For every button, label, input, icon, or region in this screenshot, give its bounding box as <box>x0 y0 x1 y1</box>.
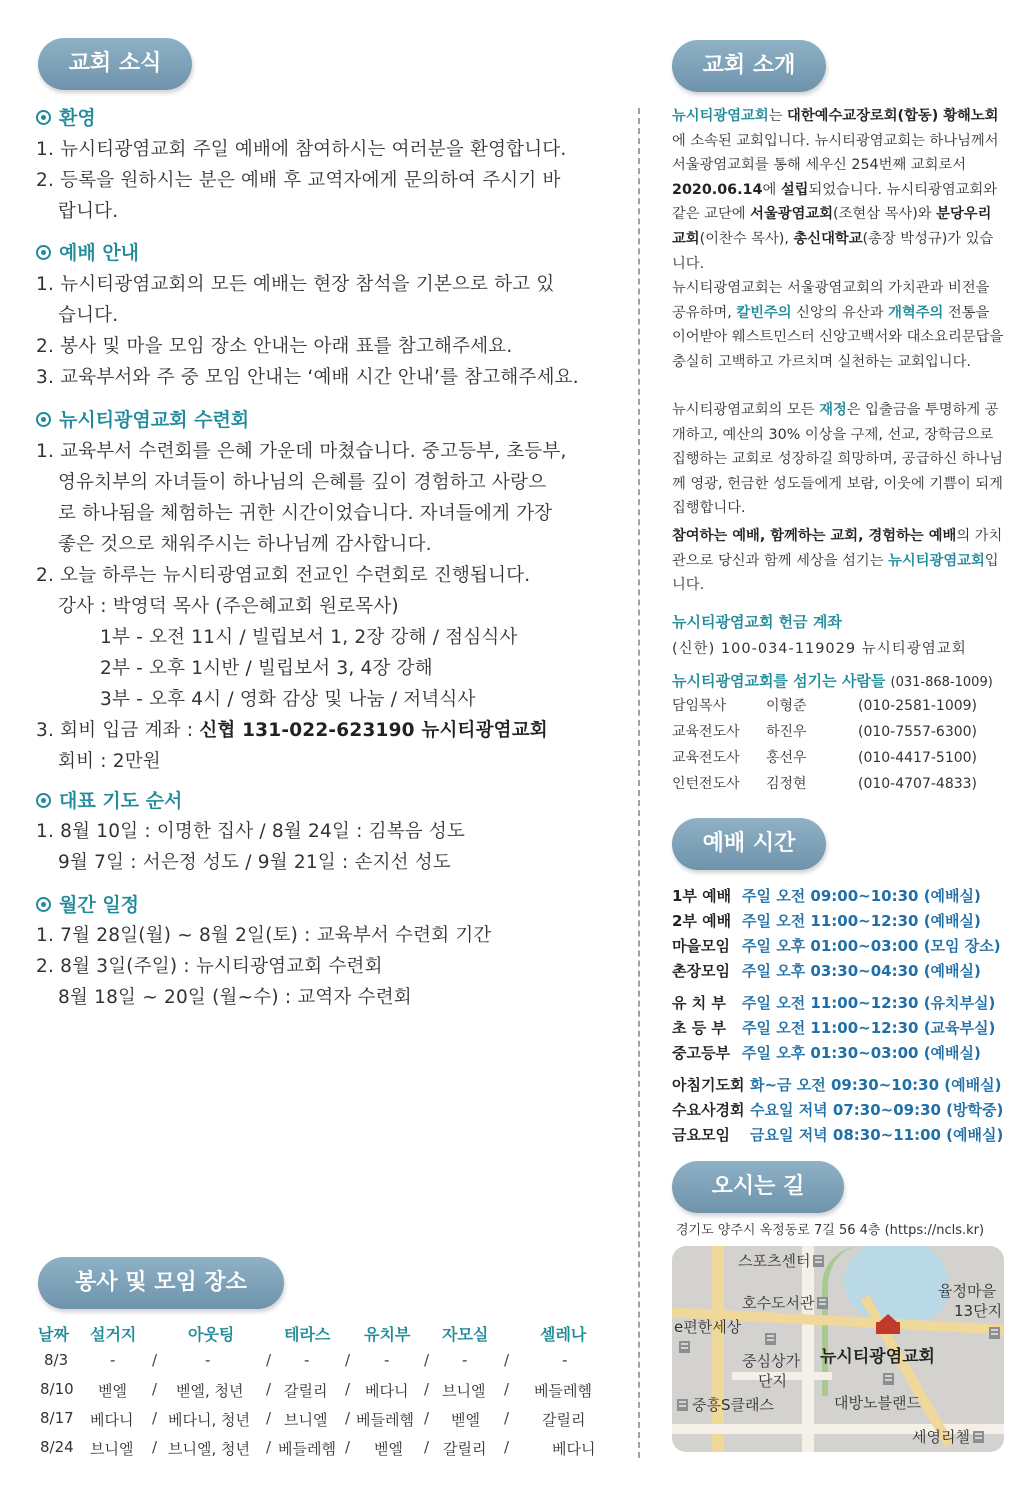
intro-paragraph-3 <box>672 398 1004 521</box>
church-news-title: 교회 소식 <box>38 38 192 90</box>
separator: / <box>504 1409 510 1427</box>
table-cell: 베들레헴 <box>356 1411 414 1429</box>
separator: / <box>504 1438 510 1456</box>
separator: / <box>424 1438 430 1456</box>
text-run: 되었습니다. 뉴시티광염교회와 같은 교단에 <box>672 181 998 223</box>
text-line: 2. 봉사 및 마을 모임 장소 안내는 아래 표를 참고해주세요. <box>36 336 513 357</box>
circle-bullet-icon <box>36 245 51 260</box>
intro-paragraph-4 <box>672 524 1004 598</box>
staff-title: 뉴시티광염교회를 섬기는 사람들 (031-868-1009) <box>672 672 993 690</box>
text-run: 뉴시티광염교회 <box>888 552 985 569</box>
separator: / <box>152 1380 158 1398</box>
worship-time-title: 예배 시간 <box>672 818 826 870</box>
separator: / <box>152 1409 158 1427</box>
intro-paragraph-2 <box>672 276 1004 374</box>
text-run: 뉴시티광염교회는 서울광염교회의 가치관과 비전을 공유하며, <box>672 280 990 321</box>
worship-row: 금요모임 금요일 저녁 08:30~11:00 (예배실) <box>672 1126 1004 1144</box>
offering-account: (신한) 100-034-119029 뉴시티광염교회 <box>672 641 967 657</box>
map-label <box>676 1338 690 1356</box>
table-header: 자모실 <box>442 1325 489 1344</box>
building-icon <box>679 1341 690 1353</box>
worship-row: 2부 예배 주일 오전 11:00~12:30 (예배실) <box>672 912 981 930</box>
table-cell: - <box>110 1351 116 1369</box>
separator: / <box>266 1409 272 1427</box>
map-label: 단지 <box>758 1372 787 1390</box>
text-run: 서울광염교회 <box>750 206 834 223</box>
table-cell: 베들레헴 <box>278 1440 336 1458</box>
map-label: 중흥S클래스 <box>674 1394 774 1415</box>
intro-paragraph-1 <box>672 104 1004 276</box>
staff-row: 인턴전도사 김정현 (010-4707-4833) <box>672 776 978 792</box>
table-cell: 베들레헴 <box>534 1382 592 1400</box>
text-line: 1. 뉴시티광염교회 주일 예배에 참여하시는 여러분을 환영합니다. <box>36 139 567 160</box>
building-icon <box>989 1327 1000 1339</box>
separator: / <box>424 1409 430 1427</box>
table-header: 셀레나 <box>540 1325 587 1344</box>
text-run: 총신대학교 <box>793 230 863 247</box>
worship-row: 아침기도회 화~금 오전 09:30~10:30 (예배실) <box>672 1076 1002 1094</box>
table-cell: 8/3 <box>44 1351 69 1369</box>
text-line: 랍니다. <box>58 201 119 222</box>
church-intro-title: 교회 소개 <box>672 40 826 92</box>
separator: / <box>266 1438 272 1456</box>
table-cell: 베다니 <box>365 1382 409 1400</box>
text-run: 설립 <box>780 181 809 198</box>
circle-bullet-icon <box>36 897 51 912</box>
map-label: 율정마을 <box>938 1282 996 1300</box>
building-icon <box>677 1399 688 1411</box>
text-line: 9월 7일 : 서은정 성도 / 9월 21일 : 손지선 성도 <box>58 852 451 873</box>
text-run: (조현삼 목사)와 <box>833 206 937 223</box>
table-cell: 8/24 <box>40 1438 74 1456</box>
table-cell: 브니엘 <box>90 1440 134 1458</box>
table-cell: 벧엘 <box>374 1440 403 1458</box>
worship-row: 유 치 부 주일 오전 11:00~12:30 (유치부실) <box>672 994 996 1012</box>
text-run: 2020.06.14 <box>672 181 763 198</box>
service-table <box>38 1322 618 1467</box>
separator: / <box>345 1351 351 1369</box>
separator: / <box>266 1380 272 1398</box>
table-cell: 벧엘 <box>451 1411 480 1429</box>
location-map[interactable] <box>672 1246 1004 1452</box>
building-icon <box>813 1255 824 1267</box>
table-header: 유치부 <box>364 1325 411 1344</box>
text-line: 1. 8월 10일 : 이명한 집사 / 8월 24일 : 김복음 성도 <box>36 821 466 842</box>
separator: / <box>424 1351 430 1369</box>
section-title-welcome: 환영 <box>36 104 96 132</box>
building-icon <box>817 1297 828 1309</box>
road <box>712 1246 724 1452</box>
service-title: 봉사 및 모임 장소 <box>38 1257 284 1309</box>
separator: / <box>345 1438 351 1456</box>
text-run: 칼빈주의 <box>736 304 792 321</box>
text-line: 강사 : 박영덕 목사 (주은혜교회 원로목사) <box>58 596 399 617</box>
text-run: 전통을 이어받아 웨스트민스터 신앙고백서와 대소요리문답을 충실히 고백하고 가르치며 실천하는 교회입니다. <box>672 304 1004 370</box>
circle-bullet-icon <box>36 793 51 808</box>
offering-account-title: 뉴시티광염교회 헌금 계좌 <box>672 613 842 631</box>
section-title-prayer-order: 대표 기도 순서 <box>36 787 182 815</box>
separator: / <box>345 1380 351 1398</box>
text-run: 분당우리교회 <box>672 206 992 247</box>
section-title-retreat: 뉴시티광염교회 수련회 <box>36 406 249 434</box>
address: 경기도 양주시 옥정동로 7길 56 4층 (https://ncls.kr) <box>676 1223 985 1238</box>
table-cell: 갈릴리 <box>542 1411 586 1429</box>
table-row <box>38 1351 618 1380</box>
table-cell: 브니엘 <box>442 1382 486 1400</box>
separator: / <box>266 1351 272 1369</box>
text-run: (이찬수 목사), <box>699 230 794 247</box>
table-cell: - <box>462 1351 468 1369</box>
column-divider <box>638 108 640 1458</box>
text-run: 뉴시티광염교회 <box>672 108 769 124</box>
table-header: 설거지 <box>90 1325 137 1344</box>
text-line: 1부 - 오전 11시 / 빌립보서 1, 2장 강해 / 점심식사 <box>100 627 518 648</box>
separator: / <box>504 1380 510 1398</box>
table-cell: 갈릴리 <box>284 1382 328 1400</box>
church-marker-icon <box>876 1314 900 1334</box>
text-line: 3. 교육부서와 주 중 모임 안내는 ‘예배 시간 안내’를 참고해주세요. <box>36 367 579 388</box>
table-header-row <box>38 1322 618 1351</box>
separator: / <box>424 1380 430 1398</box>
text-run: 뉴시티광염교회의 모든 <box>672 402 820 418</box>
table-cell: 브니엘, 청년 <box>168 1440 250 1458</box>
table-cell: 벧엘, 청년 <box>176 1382 244 1400</box>
separator: / <box>152 1438 158 1456</box>
text-run: 에 <box>762 181 781 198</box>
worship-row: 수요사경회 수요일 저녁 07:30~09:30 (방학중) <box>672 1101 1004 1119</box>
circle-bullet-icon <box>36 110 51 125</box>
table-header: 아웃팅 <box>188 1325 235 1344</box>
text-run: 는 <box>768 108 788 124</box>
map-label: e편한세상 <box>674 1318 742 1336</box>
table-cell: - <box>384 1351 390 1369</box>
table-cell: - <box>562 1351 568 1369</box>
text-line: 2. 오늘 하루는 뉴시티광염교회 전교인 수련회로 진행됩니다. <box>36 565 531 586</box>
separator: / <box>504 1351 510 1369</box>
map-label: 대방노블랜드 <box>834 1394 921 1412</box>
text-line: 1. 뉴시티광염교회의 모든 예배는 현장 참석을 기본으로 하고 있 <box>36 274 555 295</box>
table-cell: 벧엘 <box>98 1382 127 1400</box>
staff-row: 담임목사 이형준 (010-2581-1009) <box>672 698 978 714</box>
text-line: 8월 18일 ~ 20일 (월~수) : 교역자 수련회 <box>58 987 412 1008</box>
table-row <box>38 1409 618 1438</box>
text-run: 의 가치관으로 당신과 함께 세상을 섬기는 <box>672 528 1003 569</box>
building-icon <box>883 1373 894 1385</box>
staff-row: 교육전도사 하진우 (010-7557-6300) <box>672 724 978 740</box>
worship-row: 촌장모임 주일 오후 03:30~04:30 (예배실) <box>672 962 981 980</box>
worship-row: 중고등부 주일 오후 01:30~03:00 (예배실) <box>672 1044 981 1062</box>
separator: / <box>345 1409 351 1427</box>
text-run: 에 소속된 교회입니다. 뉴시티광염교회는 하나님께서 서울광염교회를 통해 세우신 254번째 교회로서 <box>672 132 999 174</box>
map-label: 스포츠센터 <box>738 1250 824 1271</box>
table-cell: 8/10 <box>40 1380 74 1398</box>
building-icon <box>765 1333 776 1345</box>
map-label: 13단지 <box>954 1302 1003 1320</box>
circle-bullet-icon <box>36 412 51 427</box>
text-run: 은 입출금을 투명하게 공개하고, 예산의 30% 이상을 구제, 선교, 장학금으로 집행하는 교회로 성장하길 희망하며, 공급하신 하나님께 영광, 헌금한 성도들에게 보람, 이웃에 기쁨이 되게 집행합니다. <box>672 402 1004 517</box>
text-run: 입니다. <box>672 552 999 594</box>
text-line: 로 하나됨을 체험하는 귀한 시간이었습니다. 자녀들에게 가장 <box>58 503 553 524</box>
worship-row: 초 등 부 주일 오전 11:00~12:30 (교육부실) <box>672 1019 996 1037</box>
account-label: 3. 회비 입금 계좌 : <box>36 720 200 741</box>
text-run: 개혁주의 <box>888 304 944 321</box>
map-label <box>986 1324 1000 1342</box>
table-cell: 8/17 <box>40 1409 74 1427</box>
text-run: 재정 <box>819 402 847 418</box>
map-label-church: 뉴시티광염교회 <box>820 1347 935 1367</box>
text-line: 회비 : 2만원 <box>58 751 161 772</box>
worship-row: 마을모임 주일 오후 01:00~03:00 (모임 장소) <box>672 937 1001 955</box>
text-run: 참여하는 예배, 함께하는 교회, 경험하는 예배 <box>672 528 957 544</box>
directions-title: 오시는 길 <box>672 1161 844 1213</box>
text-line: 1. 교육부서 수련회를 은혜 가운데 마쳤습니다. 중고등부, 초등부, <box>36 441 567 462</box>
map-label: 세영리첼 <box>912 1426 984 1447</box>
worship-row: 1부 예배 주일 오전 09:00~10:30 (예배실) <box>672 887 981 905</box>
separator: / <box>152 1351 158 1369</box>
table-cell: - <box>304 1351 310 1369</box>
section-title-worship-guide: 예배 안내 <box>36 239 139 267</box>
table-row <box>38 1438 618 1467</box>
table-cell: 브니엘 <box>284 1411 328 1429</box>
table-cell: 갈릴리 <box>443 1440 487 1458</box>
building-icon <box>973 1431 984 1443</box>
staff-row: 교육전도사 홍선우 (010-4417-5100) <box>672 750 978 766</box>
map-label: 중심상가 <box>742 1352 800 1370</box>
table-row <box>38 1380 618 1409</box>
text-line: 2부 - 오후 1시반 / 빌립보서 3, 4장 강해 <box>100 658 433 679</box>
text-line: 2. 등록을 원하시는 분은 예배 후 교역자에게 문의하여 주시기 바 <box>36 170 561 191</box>
table-cell: - <box>205 1351 211 1369</box>
map-label: 호수도서관 <box>742 1292 828 1313</box>
table-cell: 베다니 <box>90 1411 134 1429</box>
text-line <box>36 715 616 746</box>
table-header: 테라스 <box>284 1325 331 1344</box>
map-label <box>762 1330 776 1348</box>
section-title-monthly-schedule: 월간 일정 <box>36 891 139 919</box>
road <box>802 1246 814 1452</box>
text-run: 대한예수교장로회(합동) 황해노회 <box>787 108 999 124</box>
map-label <box>880 1370 894 1388</box>
text-line: 3부 - 오후 4시 / 영화 감상 및 나눔 / 저녁식사 <box>100 689 476 710</box>
table-cell: 베다니, 청년 <box>168 1411 250 1429</box>
retreat-account: 신협 131-022-623190 뉴시티광염교회 <box>199 720 548 741</box>
text-line: 습니다. <box>58 305 119 326</box>
table-header: 날짜 <box>38 1325 69 1344</box>
text-line: 영유치부의 자녀들이 하나님의 은혜를 깊이 경험하고 사랑으 <box>58 472 547 493</box>
text-line: 좋은 것으로 채워주시는 하나님께 감사합니다. <box>58 534 432 555</box>
staff-phone: (031-868-1009) <box>890 675 993 690</box>
text-line: 1. 7월 28일(월) ~ 8월 2일(토) : 교육부서 수련회 기간 <box>36 925 492 946</box>
text-line: 2. 8월 3일(주일) : 뉴시티광염교회 수련회 <box>36 956 383 977</box>
table-cell: 베다니 <box>552 1440 596 1458</box>
text-run: (총장 박성규)가 있습니다. <box>672 230 994 272</box>
text-run: 신앙의 유산과 <box>791 304 889 321</box>
